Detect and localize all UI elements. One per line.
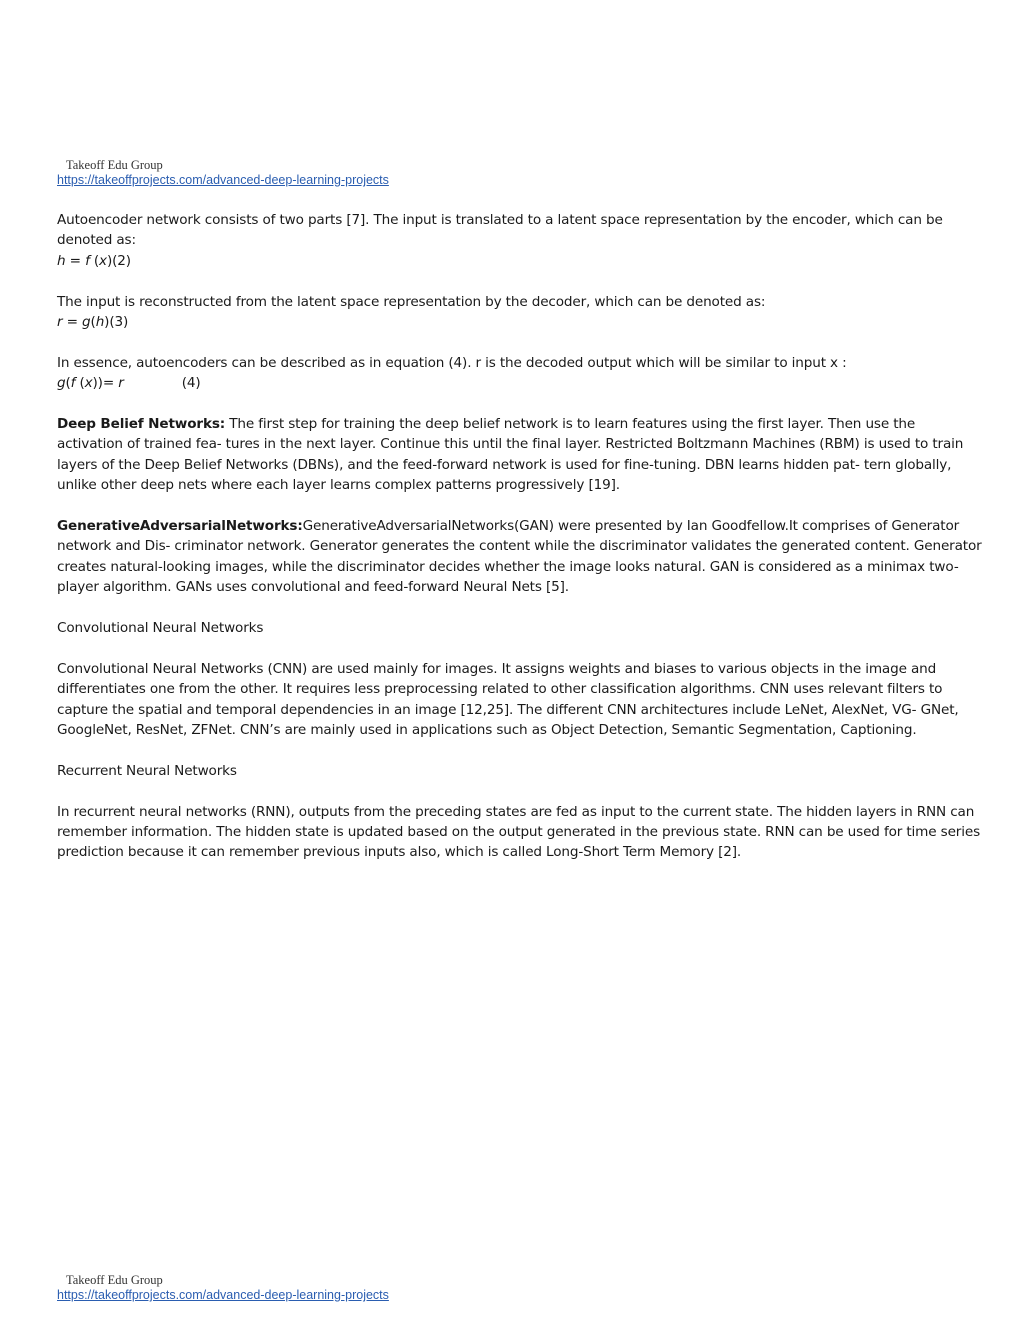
essence-paragraph: In essence, autoencoders can be described as in equation (4). r is the decoded output which will be similar to input x : xyxy=(57,354,847,371)
gan-paragraph: GenerativeAdversarialNetworks:GenerativeAdversarialNetworks(GAN) were presented by Ian Goodfellow.It comprises of Generator network and Dis- criminator network. Generator generates the content while the discriminator validates the generated content. Generator creates natural-looking images, while the discriminator decides whether the image looks natural. GAN is considered as a minimax two-player algorithm. GANs uses convolutional and feed-forward Neural Nets [5]. xyxy=(57,518,982,596)
header-url-link[interactable]: https://takeoffprojects.com/advanced-deep-learning-projects xyxy=(57,173,389,187)
rnn-heading: Recurrent Neural Networks xyxy=(57,762,237,779)
equation-number: (4) xyxy=(181,375,201,392)
footer-url-link[interactable]: https://takeoffprojects.com/advanced-deep-learning-projects xyxy=(57,1288,389,1302)
equation-number: (2) xyxy=(112,252,131,269)
page-footer xyxy=(57,1273,389,1303)
cnn-paragraph: Convolutional Neural Networks (CNN) are used mainly for images. It assigns weights and biases to various objects in the image and differentiates one from the other. It requires less preprocessing related to other classification algorithms. CNN uses relevant filters to capture the spatial and temporal dependencies in an image [12,25]. The different CNN architectures include LeNet, AlexNet, VG- GNet, GoogleNet, ResNet, ZFNet. CNN’s are mainly used in applications such as Object Detection, Semantic Segmentation, Captioning. xyxy=(57,660,959,739)
decoder-paragraph: The input is reconstructed from the latent space representation by the decoder, which can be denoted as: xyxy=(57,293,766,310)
rnn-paragraph: In recurrent neural networks (RNN), outputs from the preceding states are fed as input to the current state. The hidden layers in RNN can remember information. The hidden state is updated based on the output generated in the previous state. RNN can be used for time series prediction because it can remember previous inputs also, which is called Long-Short Term Memory [2]. xyxy=(57,803,980,861)
equation-3: r = g(h)(3) xyxy=(57,314,129,331)
equation-number: (3) xyxy=(109,314,129,331)
footer-org-name: Takeoff Edu Group xyxy=(66,1273,163,1287)
page-header xyxy=(57,158,389,188)
dbn-title: Deep Belief Networks: xyxy=(57,416,226,433)
dbn-paragraph: Deep Belief Networks: The first step for training the deep belief network is to learn features using the first layer. Then use the activation of trained fea- tures in the next layer. Continue this until the final layer. Restricted Boltzmann Machines (RBM) is used to train layers of the Deep Belief Networks (DBNs), and the feed-forward network is used for fine-tuning. DBN learns hidden pat- tern globally, unlike other deep nets where each layer learns complex patterns progressively [19]. xyxy=(57,416,964,494)
equation-4: g(f (x))= r (4) xyxy=(57,373,982,393)
document-body xyxy=(57,210,982,863)
cnn-heading: Convolutional Neural Networks xyxy=(57,620,264,637)
gan-title: GenerativeAdversarialNetworks: xyxy=(57,518,303,535)
autoencoder-paragraph: Autoencoder network consists of two parts [7]. The input is translated to a latent space representation by the encoder, which can be denoted as: xyxy=(57,212,943,249)
header-org-name: Takeoff Edu Group xyxy=(66,158,163,172)
equation-2: h = f (x)(2) xyxy=(57,252,131,269)
